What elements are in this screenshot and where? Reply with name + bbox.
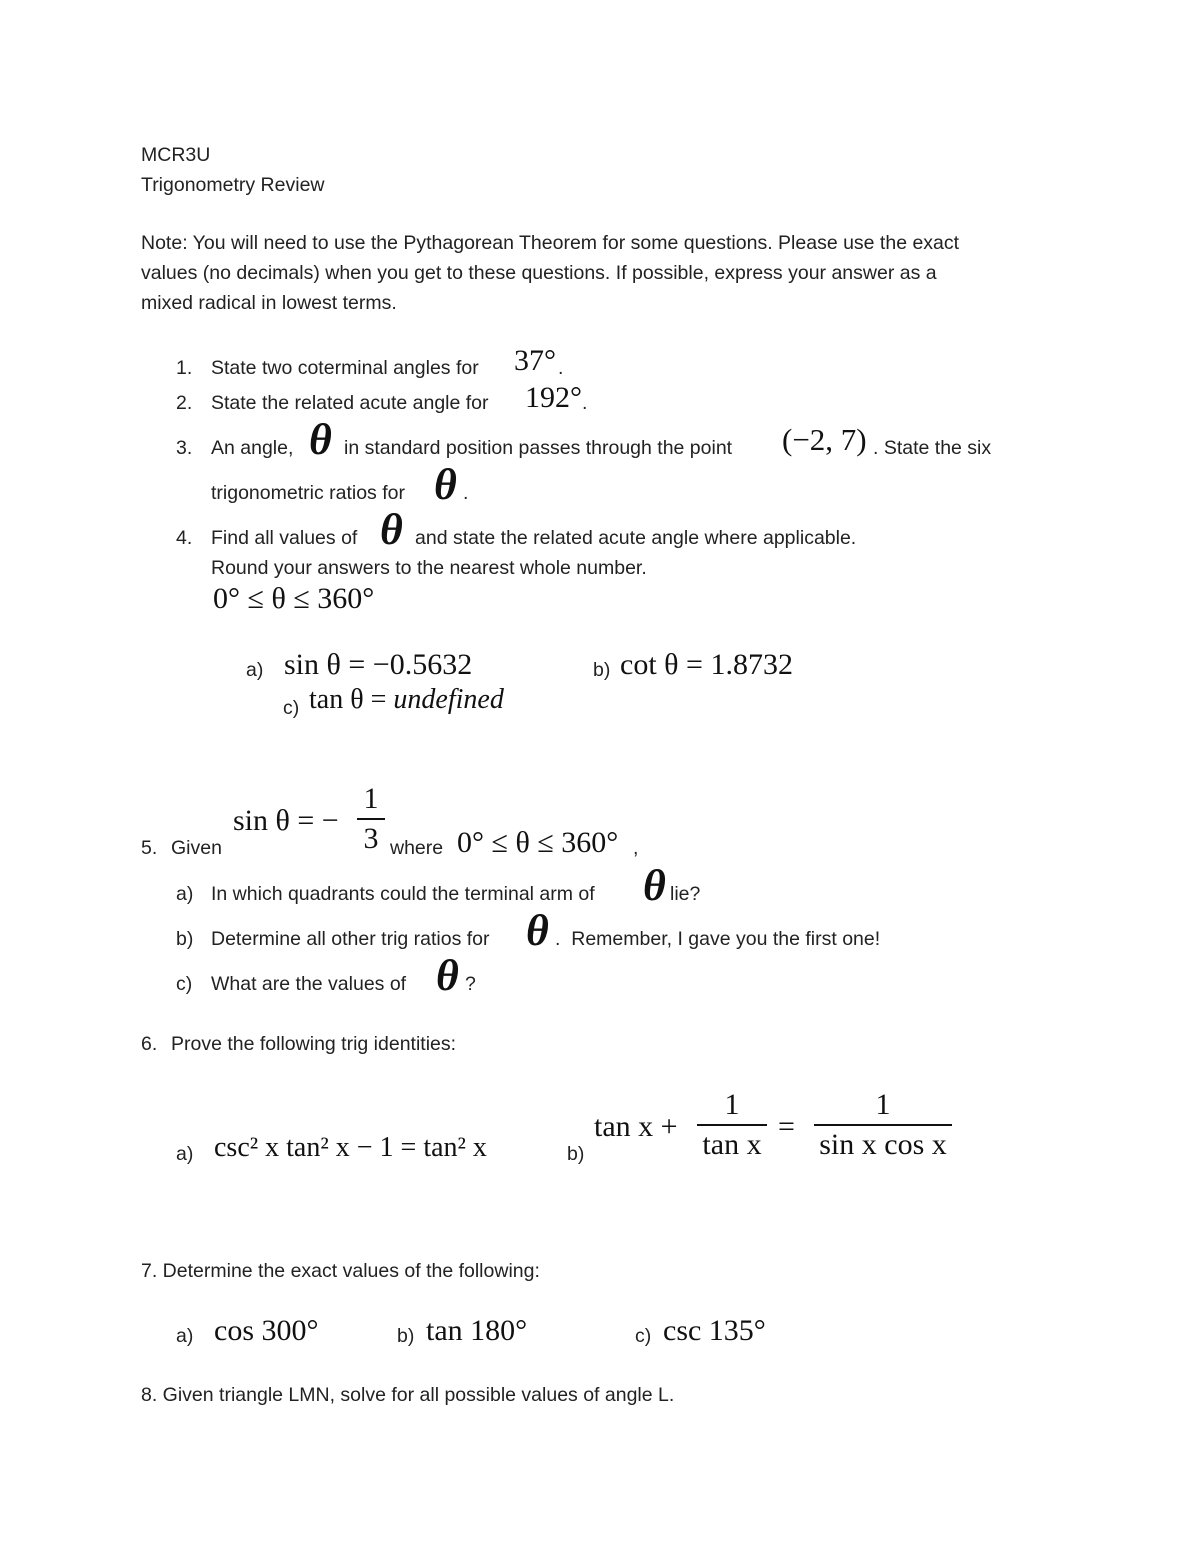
q6-b-label: b)	[567, 1143, 585, 1165]
q5-domain: 0° ≤ θ ≤ 360°	[457, 826, 619, 859]
q5-fraction-denominator: 3	[363, 822, 379, 855]
q5-lhs: sin θ = −	[233, 804, 339, 837]
q6-b-fraction-2-denominator: sin x cos x	[819, 1128, 947, 1161]
q6-b-fraction-2-numerator: 1	[875, 1088, 891, 1121]
q2-math: 192°	[525, 381, 582, 414]
q4-line-2: Round your answers to the nearest whole number.	[211, 557, 647, 579]
q2-period: .	[582, 392, 588, 414]
q3-number: 3.	[176, 437, 193, 459]
q5-c-label: c)	[176, 973, 193, 995]
q5-a-label: a)	[176, 883, 194, 905]
course-code: MCR3U	[141, 144, 211, 166]
q5-b-text: Determine all other trig ratios for	[211, 928, 490, 950]
q6-a-math: csc² x tan² x − 1 = tan² x	[214, 1132, 487, 1163]
q6-b-fraction-2-bar	[814, 1124, 952, 1126]
q7-b-math: tan 180°	[426, 1314, 528, 1347]
q8-text: 8. Given triangle LMN, solve for all possible values of angle L.	[141, 1384, 675, 1406]
q5-fraction-bar	[357, 818, 385, 820]
q6-b-fraction-1-numerator: 1	[724, 1088, 740, 1121]
q5-c-end: ?	[465, 973, 476, 995]
q3-theta-symbol-2: θ	[434, 460, 457, 509]
q5-a-text: In which quadrants could the terminal arm of	[211, 883, 595, 905]
q6-b-equals: =	[778, 1110, 795, 1143]
q3-theta-symbol: θ	[309, 415, 332, 464]
q1-text: State two coterminal angles for	[211, 357, 479, 379]
q3-point: (−2, 7)	[782, 422, 867, 457]
q4-b-math: cot θ = 1.8732	[620, 648, 793, 681]
q5-number: 5.	[141, 837, 158, 859]
q1-period: .	[558, 357, 564, 379]
note-line-3: mixed radical in lowest terms.	[141, 292, 397, 314]
q7-c-label: c)	[635, 1325, 652, 1347]
q7-b-label: b)	[397, 1325, 415, 1347]
q5-c-theta-symbol: θ	[436, 951, 459, 1000]
q3-text-b: in standard position passes through the point	[344, 437, 733, 459]
q7-c-math: csc 135°	[663, 1314, 766, 1347]
q5-a-end: lie?	[670, 883, 701, 905]
note-line-1: Note: You will need to use the Pythagorean Theorem for some questions. Please use the exact	[141, 232, 960, 254]
q4-domain: 0° ≤ θ ≤ 360°	[213, 582, 375, 615]
q3-period: .	[463, 482, 469, 504]
q4-c-math	[309, 686, 504, 714]
q6-b-fraction-1	[697, 1090, 767, 1160]
q4-c-label: c)	[283, 697, 300, 719]
q5-comma: ,	[633, 837, 639, 859]
q2-text: State the related acute angle for	[211, 392, 489, 414]
q5-c-text: What are the values of	[211, 973, 407, 995]
q6-text: Prove the following trig identities:	[171, 1033, 457, 1055]
q3-text-c: . State the six	[873, 437, 992, 459]
q5-b-label: b)	[176, 928, 194, 950]
q7-text: 7. Determine the exact values of the following:	[141, 1260, 540, 1282]
q3-text-a: An angle,	[211, 437, 294, 459]
q5-b-theta-symbol: θ	[526, 906, 549, 955]
q5-given: Given	[171, 837, 222, 859]
page-title: Trigonometry Review	[141, 174, 325, 196]
q4-text-a: Find all values of	[211, 527, 358, 549]
q6-b-fraction-2	[814, 1090, 952, 1160]
q6-b-fraction-1-bar	[697, 1124, 767, 1126]
q2-number: 2.	[176, 392, 193, 414]
q4-b-label: b)	[593, 659, 611, 681]
q4-a-math: sin θ = −0.5632	[284, 648, 473, 681]
q4-theta-symbol: θ	[380, 505, 403, 554]
q7-a-math: cos 300°	[214, 1314, 319, 1347]
q5-a-theta-symbol: θ	[643, 861, 666, 910]
q5-b-end: . Remember, I gave you the first one!	[555, 928, 881, 950]
q1-math: 37°	[514, 344, 556, 377]
note-line-2: values (no decimals) when you get to these questions. If possible, express your answer as a	[141, 262, 937, 284]
q6-a-label: a)	[176, 1143, 194, 1165]
q4-number: 4.	[176, 527, 193, 549]
q4-c-math-undefined: undefined	[393, 684, 504, 715]
q5-fraction	[357, 784, 385, 854]
q4-text-b: and state the related acute angle where applicable.	[415, 527, 857, 549]
q5-where: where	[390, 837, 444, 859]
q4-a-label: a)	[246, 659, 264, 681]
q4-c-math-prefix: tan θ =	[309, 684, 394, 715]
q5-fraction-numerator: 1	[363, 782, 379, 815]
q7-a-label: a)	[176, 1325, 194, 1347]
q6-b-fraction-1-denominator: tan x	[702, 1128, 762, 1161]
q1-number: 1.	[176, 357, 193, 379]
q6-number: 6.	[141, 1033, 158, 1055]
q3-line-2: trigonometric ratios for	[211, 482, 405, 504]
q6-b-lhs: tan x +	[594, 1110, 678, 1143]
